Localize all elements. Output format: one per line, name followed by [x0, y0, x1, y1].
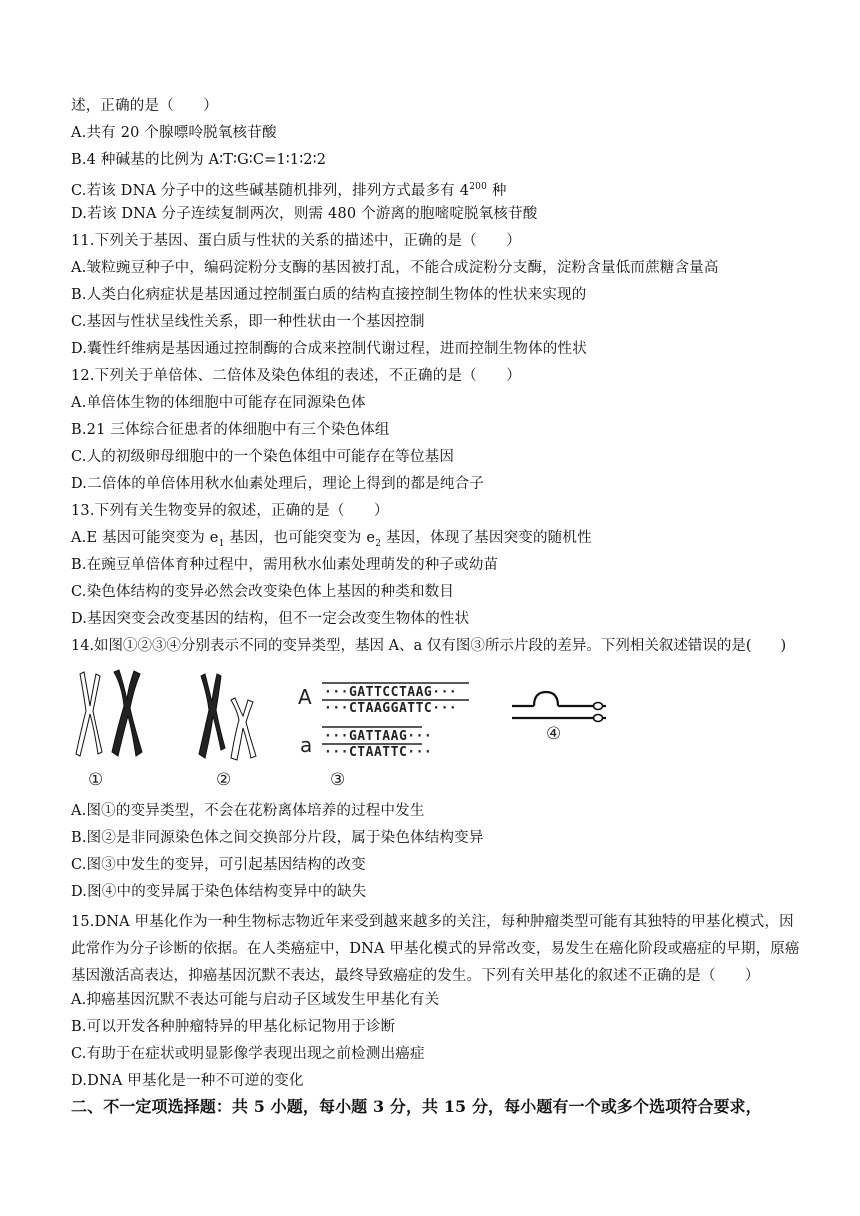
- q11-option-d: D.囊性纤维病是基因通过控制酶的合成来控制代谢过程，进而控制生物体的性状: [71, 341, 587, 357]
- q12-option-c: C.人的初级卵母细胞中的一个染色体组中可能存在等位基因: [71, 449, 455, 465]
- seq-a-label: a: [300, 733, 313, 757]
- figure-1-label: ①: [88, 770, 104, 790]
- q13-option-d: D.基因突变会改变基因的结构，但不一定会改变生物体的性状: [71, 611, 470, 627]
- q14-option-a: A.图①的变异类型，不会在花粉离体培养的过程中发生: [71, 803, 425, 819]
- q15-option-a: A.抑癌基因沉默不表达可能与启动子区域发生甲基化有关: [71, 992, 440, 1008]
- figure-1-chromosomes: [66, 666, 146, 766]
- seq-a-top: ···GATTAAG···: [324, 729, 433, 744]
- q15-option-b: B.可以开发各种肿瘤特异的甲基化标记物用于诊断: [71, 1019, 396, 1035]
- q10-stem-end: 述，正确的是（ ）: [71, 98, 218, 114]
- q10-option-a: A.共有 20 个腺嘌呤脱氧核苷酸: [71, 125, 277, 141]
- q12-option-b: B.21 三体综合征患者的体细胞中有三个染色体组: [71, 422, 390, 438]
- figure-3-label: ③: [330, 770, 346, 790]
- q11-option-b: B.人类白化病症状是基因通过控制蛋白质的结构直接控制生物体的性状来实现的: [71, 287, 587, 303]
- q13-stem: 13.下列有关生物变异的叙述，正确的是（ ）: [71, 503, 389, 519]
- q14-option-d: D.图④中的变异属于染色体结构变异中的缺失: [71, 884, 367, 900]
- q12-option-d: D.二倍体的单倍体用秋水仙素处理后，理论上得到的都是纯合子: [71, 476, 485, 492]
- q10-option-c: C.若该 DNA 分子中的这些碱基随机排列，排列方式最多有 $4^{200}$ 种: [71, 182, 507, 199]
- q12-option-a: A.单倍体生物的体细胞中可能存在同源染色体: [71, 395, 366, 411]
- seq-a-bottom: ···CTAATTC···: [324, 745, 433, 760]
- q15-option-c: C.有助于在症状或明显影像学表现出现之前检测出癌症: [71, 1046, 425, 1062]
- q10-option-b: B.4 种碱基的比例为 A∶T∶G∶C=1∶1∶2∶2: [71, 152, 327, 168]
- seq-A-bottom: ···CTAAGGATTC···: [324, 701, 458, 716]
- q14-figures: [66, 666, 626, 796]
- q10-option-d: D.若该 DNA 分子连续复制两次，则需 480 个游离的胞嘧啶脱氧核苷酸: [71, 206, 538, 222]
- q13-option-a: A.E 基因可能突变为 $e_1$ 基因，也可能突变为 $e_2$ 基因，体现了基因突变的随机性: [71, 530, 592, 549]
- q15-option-d: D.DNA 甲基化是一种不可逆的变化: [71, 1073, 304, 1089]
- q13-option-c: C.染色体结构的变异必然会改变染色体上基因的种类和数目: [71, 584, 455, 600]
- figure-2-chromosomes: [191, 670, 261, 766]
- q13-option-b: B.在豌豆单倍体育种过程中，需用秋水仙素处理萌发的种子或幼苗: [71, 557, 499, 573]
- figure-4-label: ④: [546, 724, 562, 744]
- q12-stem: 12.下列关于单倍体、二倍体及染色体组的表述，不正确的是（ ）: [71, 368, 521, 384]
- seq-A-top: ···GATTCCTAAG···: [324, 685, 458, 700]
- figure-3-sequences: [294, 674, 484, 769]
- section-2-heading: 二、不一定项选择题：共 5 小题，每小题 3 分，共 15 分，每小题有一个或多个选项符合要求，: [71, 1097, 762, 1116]
- q15-stem: 15.DNA 甲基化作为一种生物标志物近年来受到越来越多的关注，每种肿瘤类型可能有其独特的甲基化模式，因此常作为分子诊断的依据。在人类癌症中，DNA 甲基化模式的异常改变，易发生在癌化阶段或癌症的早期，原癌基因激活高表达，抑癌基因沉默不表达，最终导致癌症的发生。下列有关甲基化的叙述不正确的是（ ）: [71, 914, 800, 984]
- q11-option-c: C.基因与性状呈线性关系，即一种性状由一个基因控制: [71, 314, 425, 330]
- seq-A-label: A: [298, 685, 312, 709]
- figure-2-label: ②: [216, 770, 232, 790]
- q14-option-b: B.图②是非同源染色体之间交换部分片段，属于染色体结构变异: [71, 830, 484, 846]
- q14-stem: 14.如图①②③④分别表示不同的变异类型，基因 A、a 仅有图③所示片段的差异。下列相关叙述错误的是( ): [71, 638, 787, 654]
- q14-option-c: C.图③中发生的变异，可引起基因结构的改变: [71, 857, 366, 873]
- q11-option-a: A.皱粒豌豆种子中，编码淀粉分支酶的基因被打乱，不能合成淀粉分支酶，淀粉含量低而蔗糖含量高: [71, 260, 719, 276]
- q11-stem: 11.下列关于基因、蛋白质与性状的关系的描述中，正确的是（ ）: [71, 233, 521, 249]
